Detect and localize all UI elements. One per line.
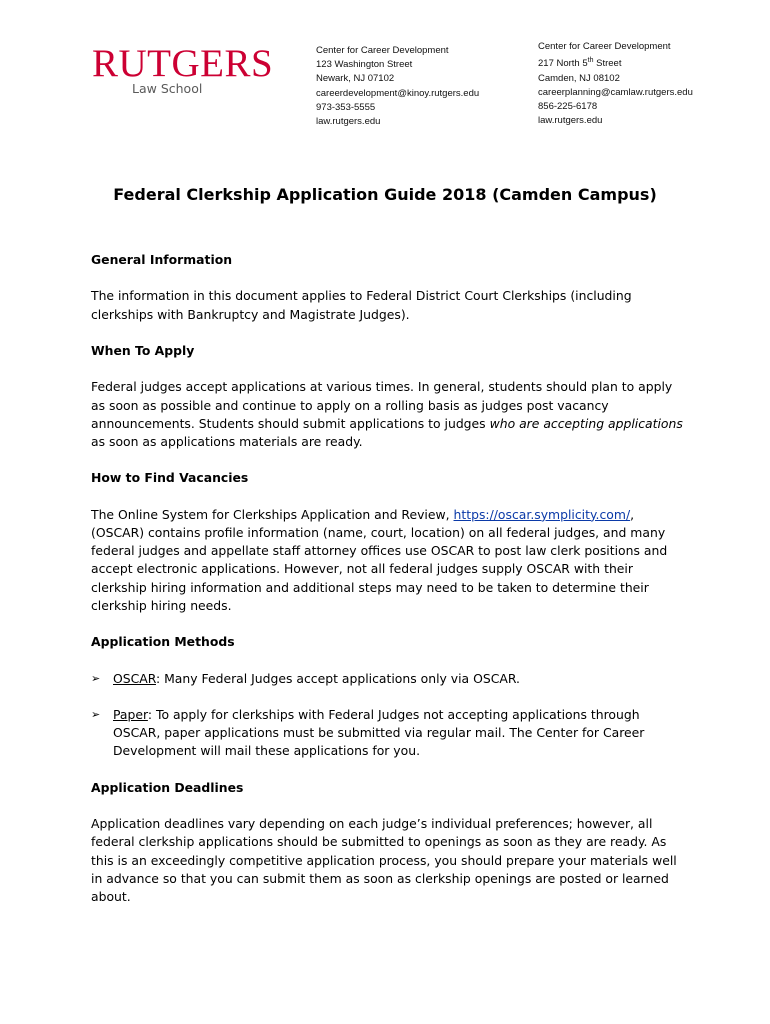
find-vacancies-text <box>91 506 683 615</box>
newark-city: Newark, NJ 07102 <box>316 73 395 85</box>
vacancies-text-end: , (OSCAR) contains profile information (name, court, location) on all federal judges, and many federal judges and appellate staff attorney offices use OSCAR to post law clerk positions and accept electronic applications. However, not all federal judges supply OSCAR with their clerkship hiring information and additional steps may need to be taken to determine their clerkship hiring needs. <box>91 506 668 613</box>
method-oscar-label: OSCAR <box>113 670 156 686</box>
newark-office-name: Center for Career Development <box>316 45 449 56</box>
camden-office-name: Center for Career Development <box>538 41 671 52</box>
camden-street <box>538 54 693 71</box>
when-to-apply-text <box>91 378 683 451</box>
application-deadlines-text: Application deadlines vary depending on each judge’s individual preferences; however, all federal clerkship applications should be submitted to openings as soon as they are ready. As this is an exceedingly competitive application process, you should prepare your materials well in advance so that you can submit them as soon as clerkship openings are posted or learned about. <box>91 816 677 904</box>
camden-address-block <box>538 40 693 128</box>
arrow-bullet-icon: ➢ <box>91 707 101 721</box>
method-oscar-text: : Many Federal Judges accept applications only via OSCAR. <box>155 670 520 686</box>
general-information-heading: General Information <box>91 252 233 267</box>
arrow-bullet-icon: ➢ <box>91 671 101 685</box>
general-information-text: The information in this document applies to Federal District Court Clerkships (including clerkships with Bankruptcy and Magistrate Judges). <box>91 288 632 322</box>
when-text-emphasis: who are accepting applications <box>489 415 683 431</box>
camden-email: careerplanning@camlaw.rutgers.edu <box>538 86 693 98</box>
logo-wordmark: RUTGERS <box>92 42 274 85</box>
method-paper-label: Paper <box>113 706 148 722</box>
method-paper-text: : To apply for clerkships with Federal Judges not accepting applications through OSCAR, paper applications must be submitted via regular mail. The Center for Career Development will mail these applications for you. <box>113 706 645 759</box>
method-oscar-item <box>91 670 683 688</box>
newark-address-block <box>316 44 479 129</box>
newark-email: careerdevelopment@kinoy.rutgers.edu <box>316 87 480 99</box>
camden-street-number: 217 North 5 <box>538 58 588 70</box>
newark-website: law.rutgers.edu <box>316 116 381 128</box>
oscar-link[interactable]: https://oscar.symplicity.com/ <box>453 506 631 522</box>
when-text-start: Federal judges accept applications at various times. In general, students should plan to apply as soon as possible and continue to apply on a rolling basis as judges post vacancy announcements. Students should submit applications to judges <box>91 379 673 431</box>
document-body <box>91 251 683 924</box>
application-methods-heading: Application Methods <box>91 634 235 650</box>
rutgers-law-logo <box>92 42 274 104</box>
newark-street: 123 Washington Street <box>316 59 413 71</box>
vacancies-text-start: The Online System for Clerkships Application and Review, <box>91 506 454 522</box>
newark-phone: 973-353-5555 <box>316 101 376 113</box>
application-deadlines-heading: Application Deadlines <box>91 779 244 795</box>
camden-website: law.rutgers.edu <box>538 115 603 127</box>
camden-street-suffix: Street <box>593 58 622 70</box>
logo-subtitle: Law School <box>132 81 203 96</box>
camden-city: Camden, NJ 08102 <box>538 72 620 84</box>
camden-street-ordinal: th <box>587 57 594 65</box>
when-text-end: as soon as applications materials are ready. <box>91 433 363 449</box>
camden-phone: 856-225-6178 <box>538 100 598 112</box>
when-to-apply-heading: When To Apply <box>91 342 195 358</box>
find-vacancies-heading: How to Find Vacancies <box>91 470 249 486</box>
document-title: Federal Clerkship Application Guide 2018 (Camden Campus) <box>113 185 657 204</box>
method-paper-item <box>91 706 683 761</box>
